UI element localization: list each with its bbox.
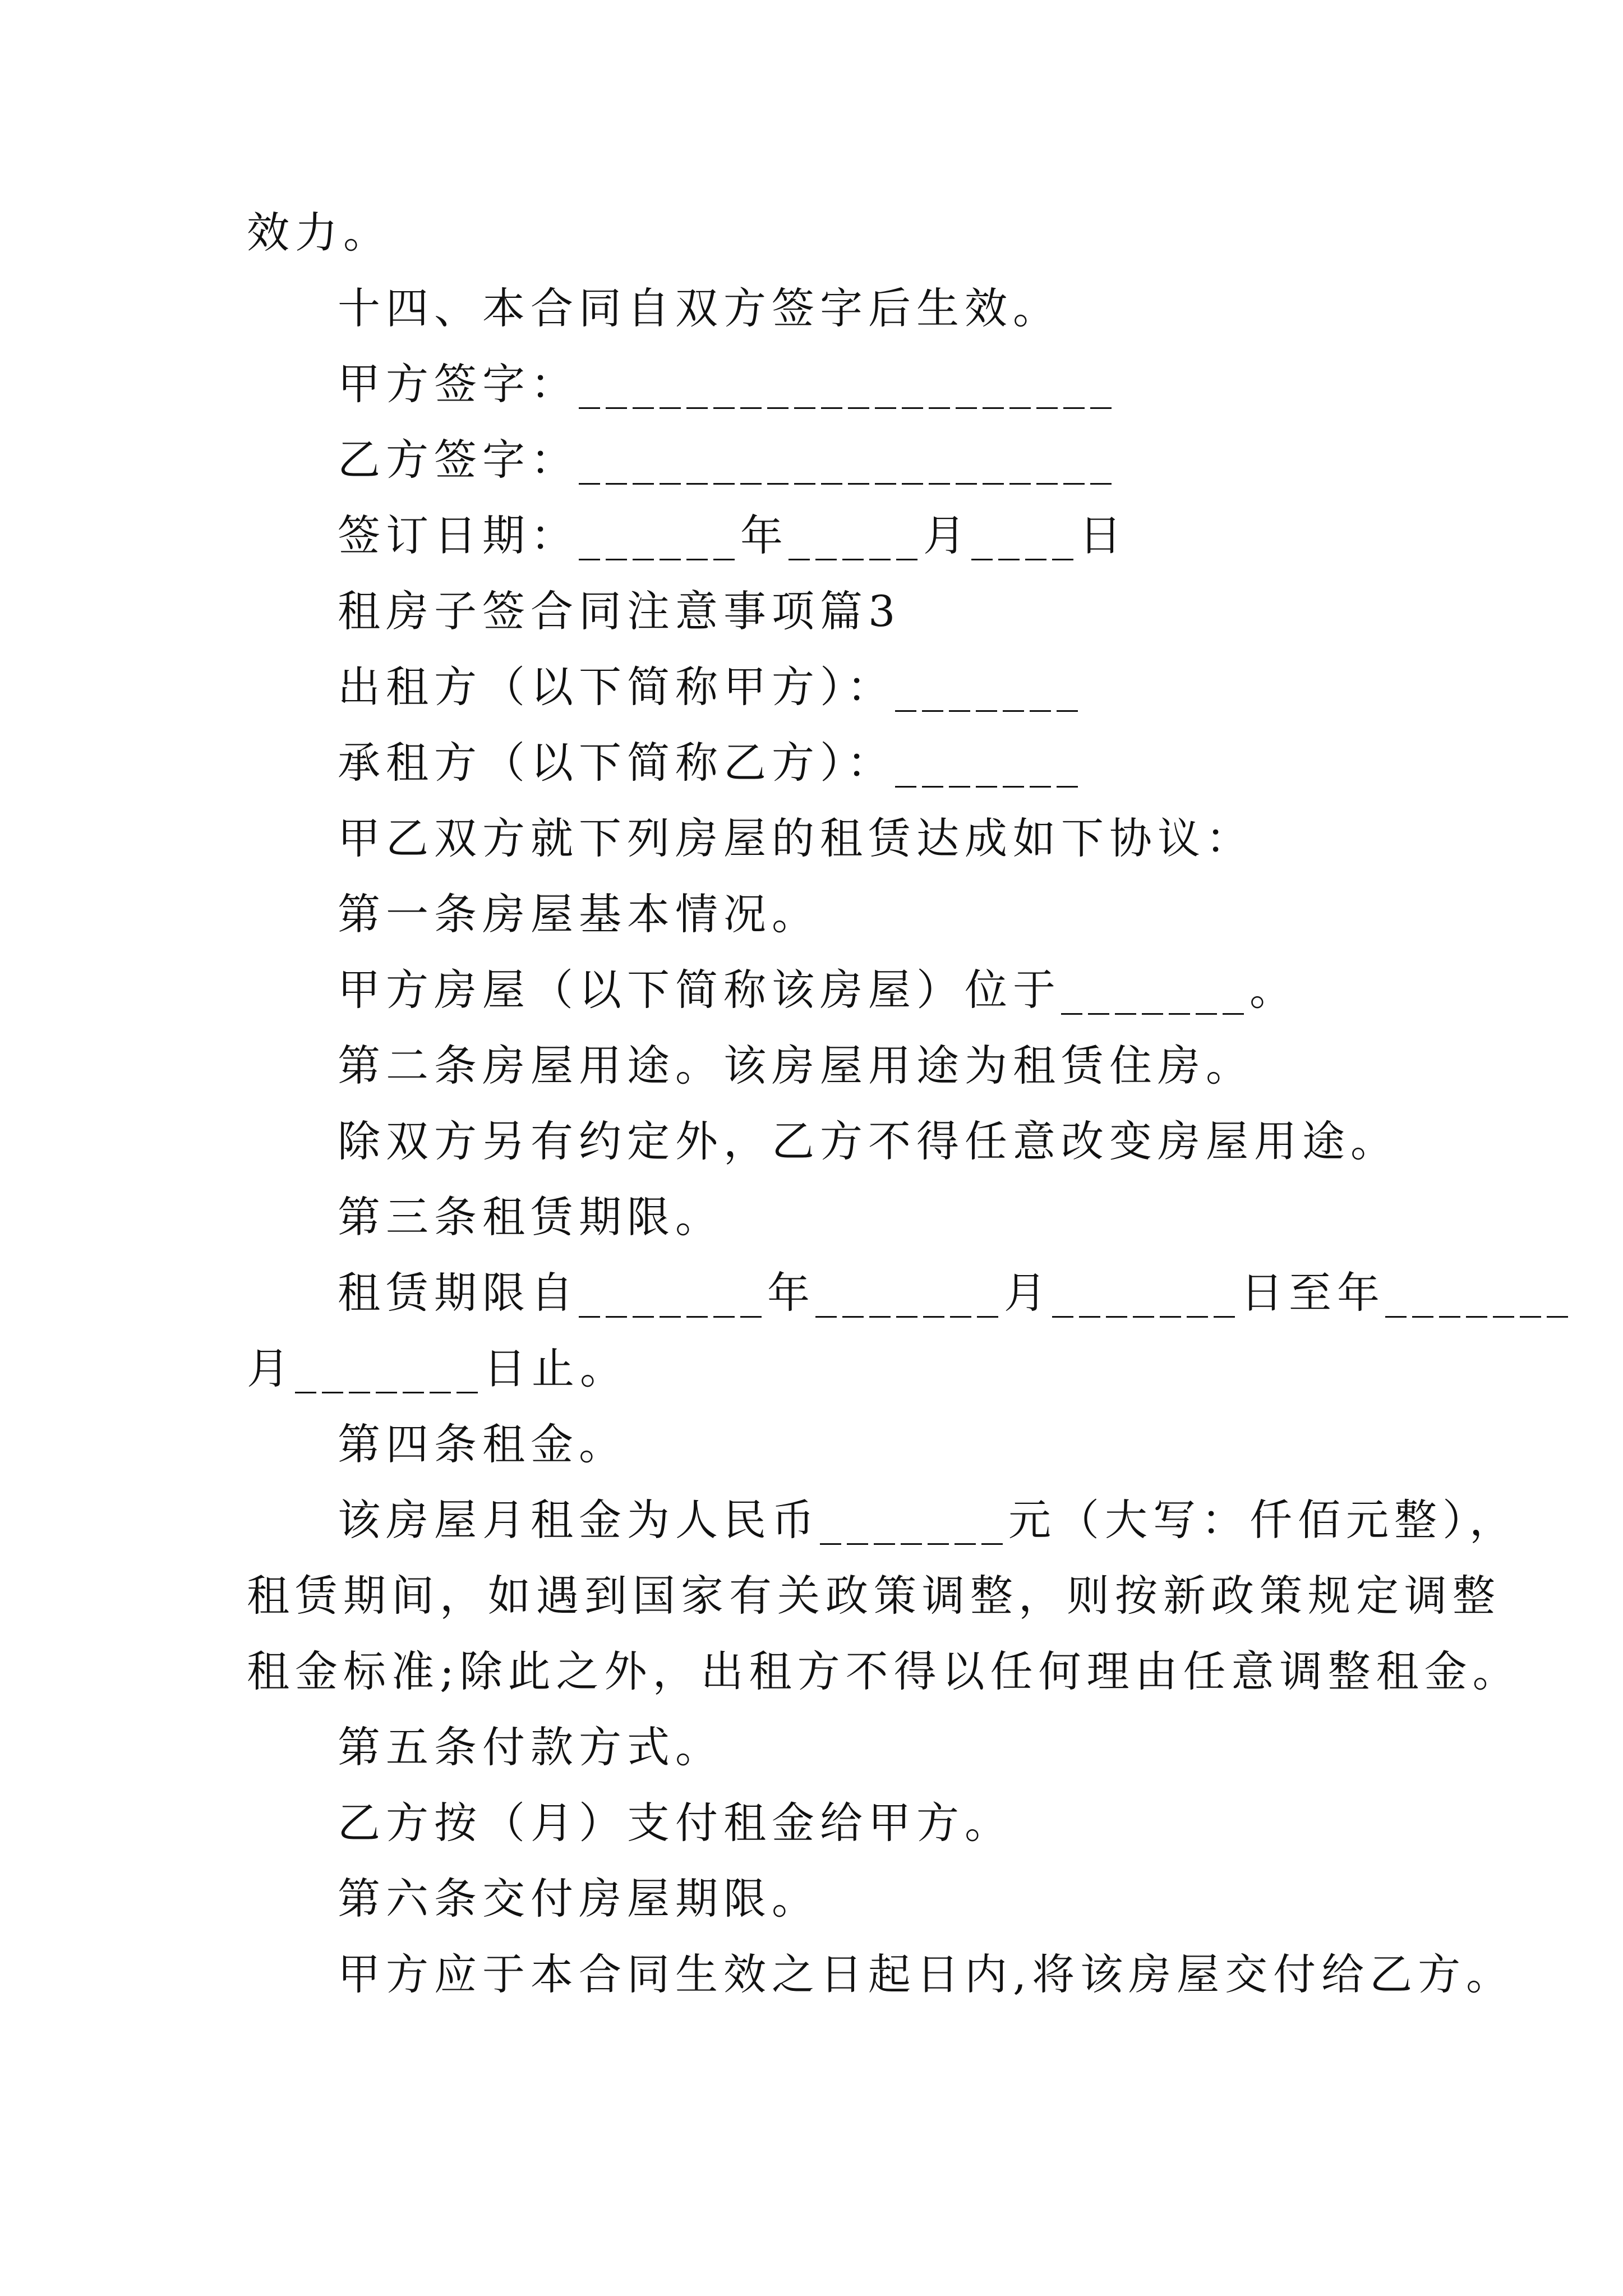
text-line-lease-term: 租赁期限自_______年_______月_______日至年_______: [338, 1268, 1574, 1318]
text-line-clause-14: 十四、本合同自双方签字后生效。: [338, 283, 1061, 333]
article-3-heading: 第三条租赁期限。: [338, 1192, 723, 1242]
section-title: 租房子签合同注意事项篇3: [338, 586, 901, 636]
text-line-lessee: 承租方（以下简称乙方）：_______: [338, 738, 1083, 788]
text-line-delivery-term: 甲方应于本合同生效之日起日内,将该房屋交付给乙方。: [338, 1949, 1515, 1999]
text-line-payment-method: 乙方按（月）支付租金给甲方。: [338, 1798, 1013, 1848]
article-2-heading: 第二条房屋用途。该房屋用途为租赁住房。: [338, 1041, 1254, 1091]
text-line-rent-amount: 该房屋月租金为人民币_______元（大写：仟佰元整），: [338, 1495, 1518, 1545]
text-line-property-location: 甲方房屋（以下简称该房屋）位于_______。: [338, 965, 1298, 1015]
text-line-rent-policy: 租赁期间，如遇到国家有关政策调整，则按新政策规定调整: [247, 1571, 1501, 1621]
text-line-agreement-intro: 甲乙双方就下列房屋的租赁达成如下协议：: [338, 813, 1254, 863]
article-6-heading: 第六条交付房屋期限。: [338, 1874, 820, 1924]
text-line-party-b-signature: 乙方签字：____________________: [338, 435, 1117, 485]
article-4-heading: 第四条租金。: [338, 1419, 627, 1469]
text-line-lessor: 出租方（以下简称甲方）：_______: [338, 662, 1083, 712]
text-line-lease-term-end: 月_______日止。: [247, 1343, 628, 1393]
text-line-party-a-signature: 甲方签字：____________________: [338, 359, 1117, 409]
text-line-rent-standard: 租金标准;除此之外，出租方不得以任何理由任意调整租金。: [247, 1646, 1521, 1696]
text-line-continuation: 效力。: [247, 208, 391, 257]
text-line-usage-restriction: 除双方另有约定外，乙方不得任意改变房屋用途。: [338, 1116, 1399, 1166]
article-5-heading: 第五条付款方式。: [338, 1722, 723, 1772]
article-1-heading: 第一条房屋基本情况。: [338, 889, 820, 939]
text-line-signing-date: 签订日期：______年_____月____日: [338, 510, 1127, 560]
